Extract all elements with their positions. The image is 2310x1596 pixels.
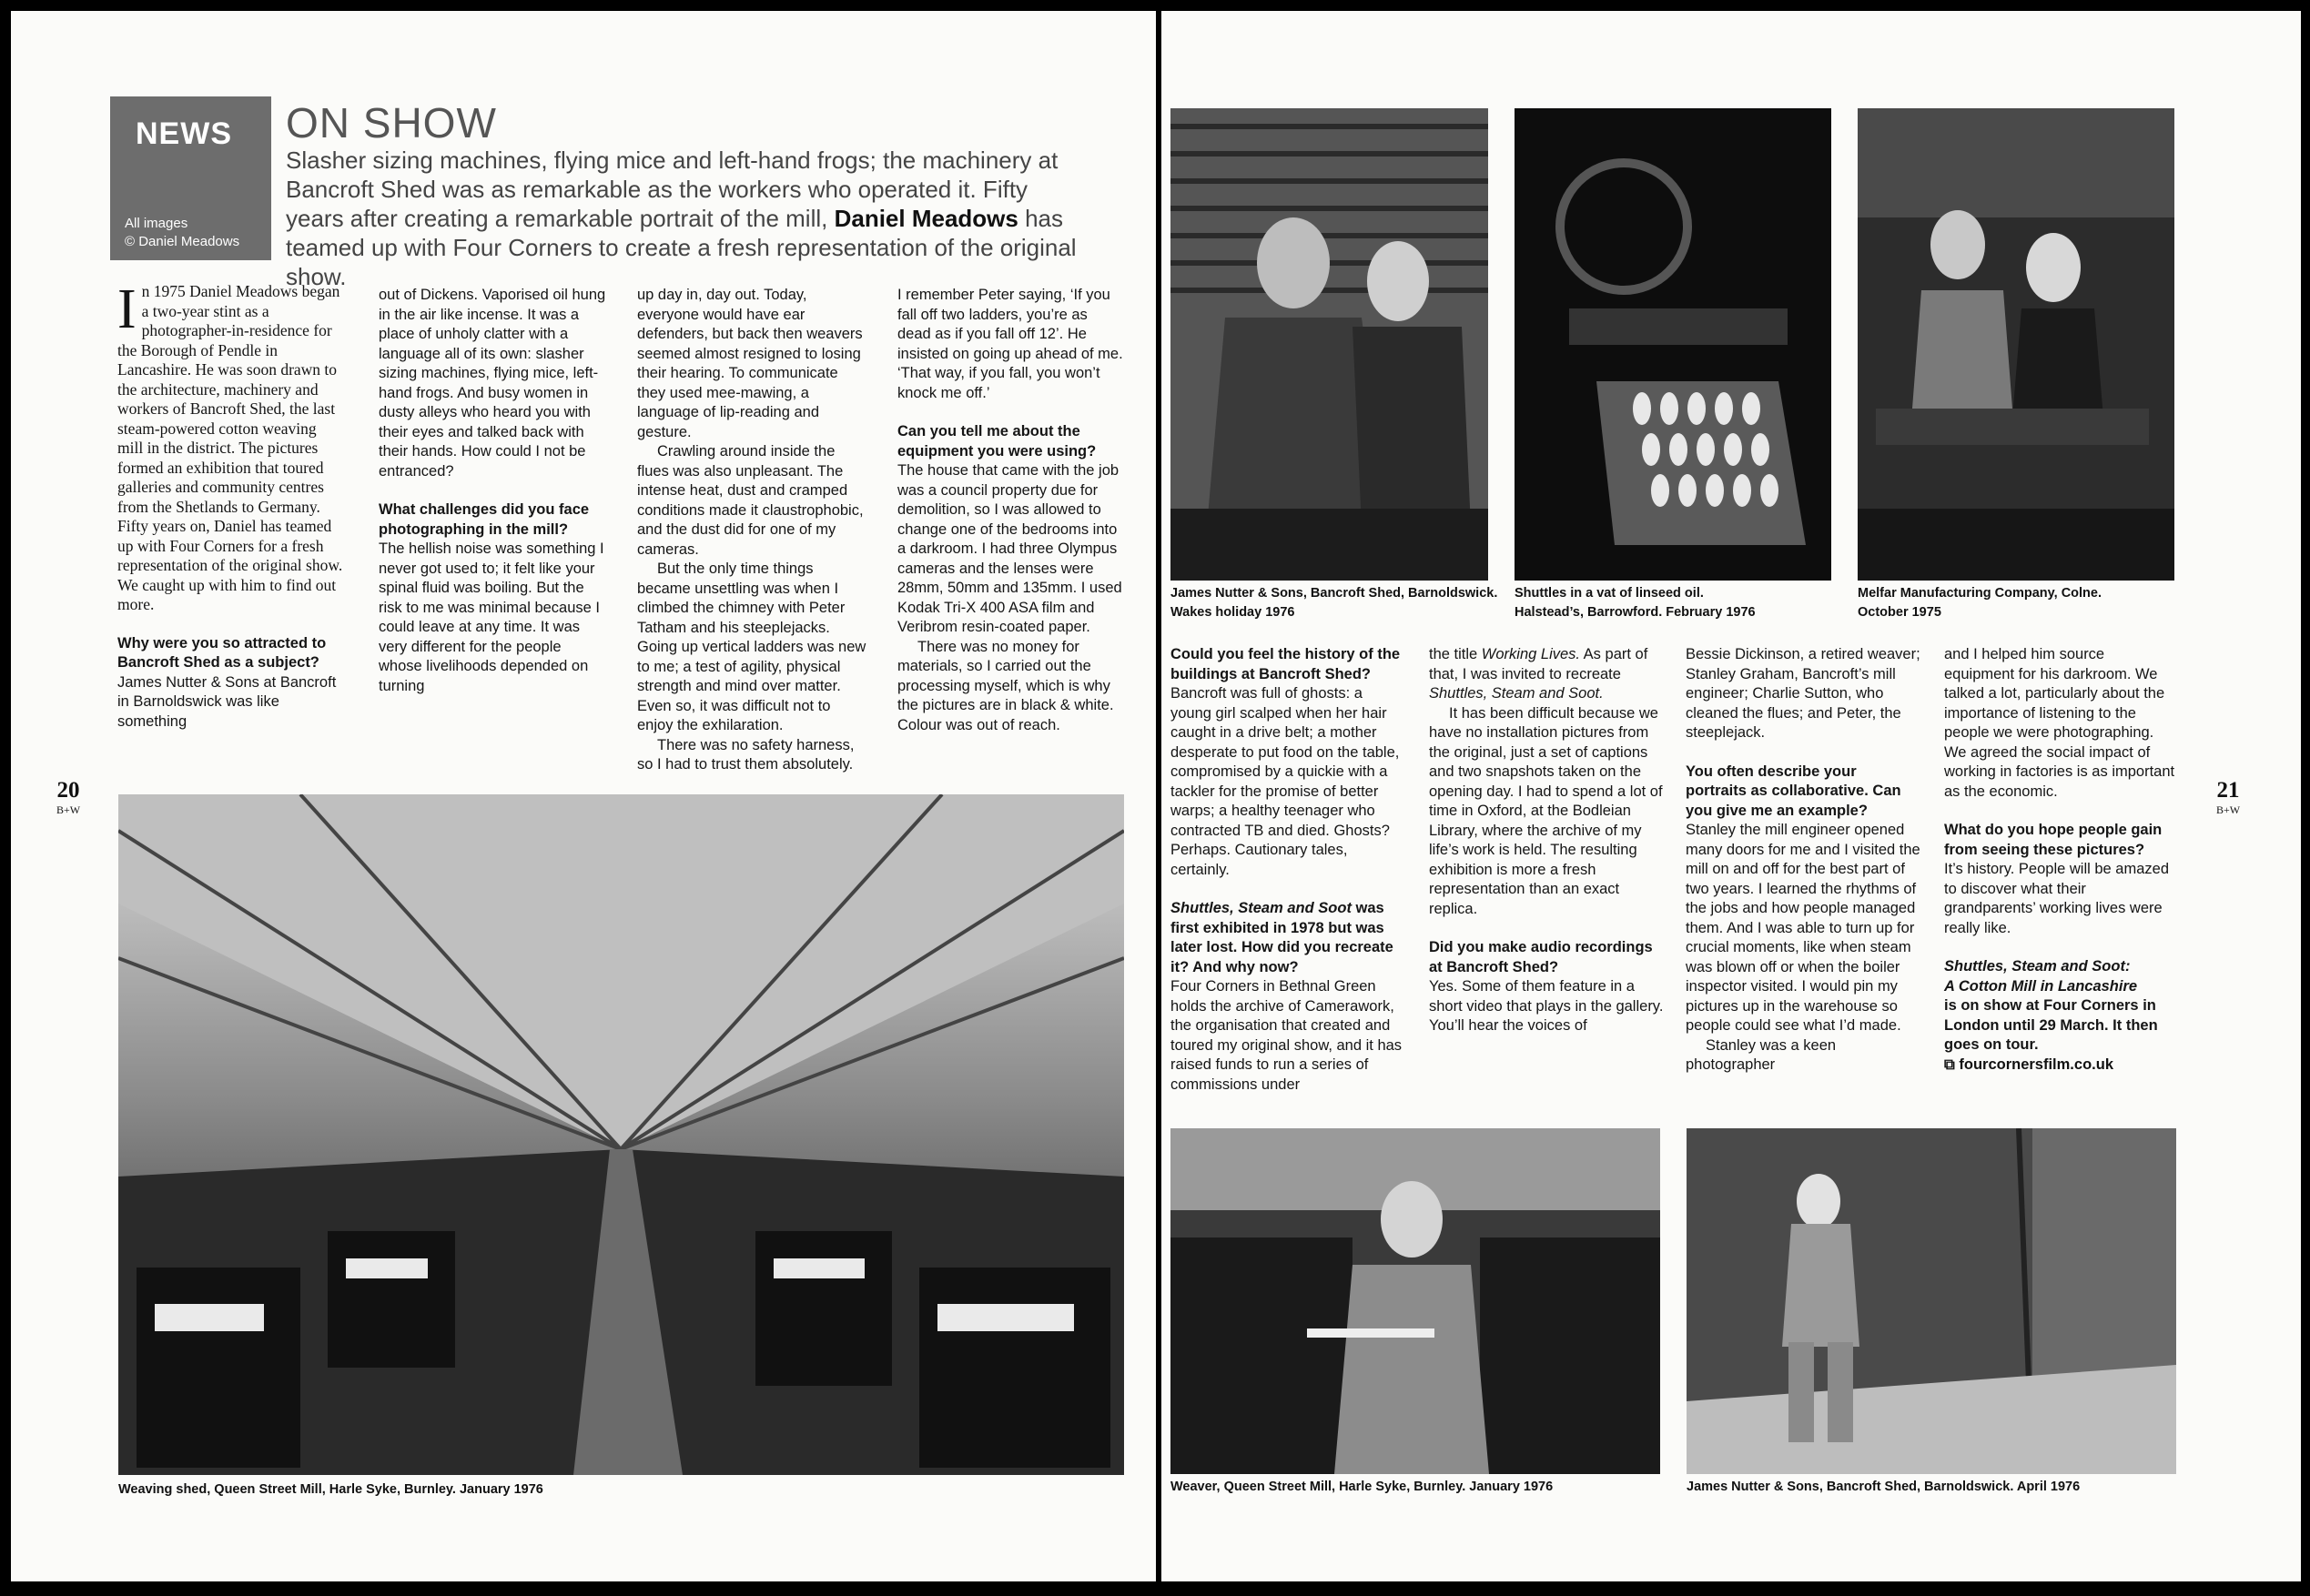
answer-paragraph: The house that came with the job was a council property due for demolition, so I was allowed to change one of the bedrooms into a darkroom. I had three Olympus cameras and the lenses were 28mm, 50mm and 135mm. I used Kodak Tri-X 400 ASA film and Veribrom resin-coated paper. <box>897 462 1122 635</box>
website-link[interactable]: ⧉ fourcornersfilm.co.uk <box>1944 1056 2113 1073</box>
photo-nutter-april <box>1687 1128 2176 1474</box>
photo-nutter-wakes <box>1170 108 1488 581</box>
answer-paragraph: There was no safety harness, so I had to trust them absolutely. <box>637 736 855 773</box>
question: You often describe your portraits as collaborative. Can you give me an example? <box>1686 763 1901 819</box>
caption-nutter-wakes: James Nutter & Sons, Bancroft Shed, Barnoldswick. Wakes holiday 1976 <box>1170 586 1498 620</box>
answer-paragraph: But the only time things became unsettling was when I climbed the chimney with Peter Tatham and his steeplejacks. Going up vertical ladders was new to me; a test of agility, physical strength and mind over matter. Even so, it was difficult not to enjoy the exhilaration. <box>637 561 866 733</box>
page-number: 20 <box>56 778 80 803</box>
question: Can you tell me about the equipment you were using? <box>897 423 1097 460</box>
article-column-6 <box>1429 645 1664 1036</box>
question: Could you feel the history of the buildings at Bancroft Shed? <box>1170 646 1401 682</box>
two-women-image <box>1858 108 2174 581</box>
article-column-5 <box>1170 645 1405 1095</box>
answer-paragraph: Yes. Some of them feature in a short video that plays in the gallery. You’ll hear the voices of <box>1429 978 1664 1034</box>
photo-shuttles <box>1515 108 1831 581</box>
answer-paragraph: It has been difficult because we have no installation pictures from the original, just a set of captions and two snapshots taken on the opening day. I had to spend a lot of time in Oxford, at the Bodleian Library, where the archive of my life’s work is held. The resulting exhibition is more a fresh representation than an exact replica. <box>1429 704 1663 917</box>
exhibition-info: Shuttles, Steam and Soot: A Cotton Mill in Lancashire is on show at Four Corners in London until 29 March. It then goes on tour. ⧉ fourcornersfilm.co.uk <box>1944 958 2158 1073</box>
answer-paragraph: Crawling around inside the flues was also unpleasant. The intense heat, dust and cramped conditions made it claustrophobic, and the dust did for one of my cameras. <box>637 443 864 558</box>
article-column-7 <box>1686 645 1920 1076</box>
photographer-name: Daniel Meadows <box>834 205 1018 232</box>
page-spine <box>1156 0 1161 1596</box>
photo-weaver <box>1170 1128 1660 1474</box>
photo-melfar <box>1858 108 2174 581</box>
weaver-image <box>1170 1128 1660 1474</box>
question: Shuttles, Steam and Soot was first exhibited in 1978 but was later lost. How did you recreate it? And why now? <box>1170 900 1393 975</box>
two-workers-image <box>1170 108 1488 581</box>
answer-paragraph: Bancroft was full of ghosts: a young girl scalped when her hair caught in a drive belt; a mother desperate to put food on the table, compromised by a quickie with a tackler for the promise of better warps; a healthy teenager who contracted TB and died. Ghosts? Perhaps. Cautionary tales, certainly. <box>1170 685 1400 878</box>
article-column-8 <box>1944 645 2177 1075</box>
section-title: ON SHOW <box>286 99 497 146</box>
answer-paragraph: The hellish noise was something I never got used to; it felt like your spinal fluid was boiling. But the risk to me was minimal because I could leave at any time. It was very different for the people whose livelihoods depended on turning <box>379 540 604 694</box>
answer-paragraph: Stanley the mill engineer opened many doors for me and I visited the mill on and off for the best part of two years. I learned the rhythms of the jobs and how people managed them. And I was able to turn up for crucial moments, like when steam was blown off or when the boiler inspector visited. I would pin my pictures up in the warehouse so people could see what I’d made. <box>1686 822 1920 1034</box>
photo-weaving-shed <box>118 794 1124 1475</box>
answer-paragraph: the title Working Lives. As part of that, I was invited to recreate Shuttles, Steam and Soot. <box>1429 646 1648 702</box>
answer-paragraph: James Nutter & Sons at Bancroft in Barnoldswick was like something <box>117 673 337 730</box>
caption-shuttles: Shuttles in a vat of linseed oil. Halstead’s, Barrowford. February 1976 <box>1515 586 1756 620</box>
flue-cleaner-image <box>1687 1128 2176 1474</box>
answer-paragraph: Stanley was a keen photographer <box>1686 1036 1837 1073</box>
article-column-3 <box>637 286 866 775</box>
drop-cap: I <box>117 278 137 340</box>
article-column-2 <box>379 286 606 696</box>
answer-paragraph: Four Corners in Bethnal Green holds the archive of Camerawork, the organisation that created and toured my original show, and it has raised funds to run a series of commissions under <box>1170 978 1403 1093</box>
answer-paragraph: Bessie Dickinson, a retired weaver; Stanley Graham, Bancroft’s mill engineer; Charlie Sutton, who cleaned the flues; and Peter, the steeplejack. <box>1686 646 1920 741</box>
answer-paragraph: There was no money for materials, so I carried out the processing myself, which is why the pictures are in black & white. Colour was out of reach. <box>897 638 1114 733</box>
credit-line: All images <box>125 216 188 231</box>
folio-right <box>2205 778 2251 817</box>
credit-line: © Daniel Meadows <box>125 234 240 249</box>
answer-paragraph: It’s history. People will be amazed to discover what their grandparents’ working lives were really like. <box>1944 861 2170 936</box>
magazine-mark: B+W <box>2215 803 2241 816</box>
standfirst: Slasher sizing machines, flying mice and left-hand frogs; the machinery at Bancroft Shed was as remarkable as the workers who operated it. Fifty years after creating a remarkable portrait of the mill, Daniel Meadows has teamed up with Four Corners to create a fresh representation of the original show. <box>286 146 1077 290</box>
article-column-4 <box>897 286 1125 735</box>
caption-weaver: Weaver, Queen Street Mill, Harle Syke, Burnley. January 1976 <box>1170 1480 1554 1494</box>
caption-weaving-shed: Weaving shed, Queen Street Mill, Harle Syke, Burnley. January 1976 <box>118 1482 543 1497</box>
question: Did you make audio recordings at Bancroft Shed? <box>1429 939 1653 975</box>
caption-nutter-april: James Nutter & Sons, Bancroft Shed, Barnoldswick. April 1976 <box>1687 1480 2081 1494</box>
page-number: 21 <box>2216 778 2240 803</box>
answer-paragraph: out of Dickens. Vaporised oil hung in the air like incense. It was a place of unholy clatter with a language all of its own: slasher sizing machines, flying mice, left-hand frogs. And busy women in dusty alleys who heard you with their eyes and talked back with their hands. How could I not be entranced? <box>379 287 606 480</box>
answer-paragraph: and I helped him source equipment for his darkroom. We talked a lot, particularly about the importance of listening to the people we were photographing. We agreed the social impact of working in factories is as important as the economic. <box>1944 646 2175 800</box>
folio-left <box>46 778 91 817</box>
image-credit <box>125 215 239 251</box>
answer-paragraph: I remember Peter saying, ‘If you fall off two ladders, you’re as dead as if you fall off 12’. He insisted on going up ahead of me. ‘That way, if you fall, you won’t knock me off.’ <box>897 287 1123 401</box>
intro-paragraph: In 1975 Daniel Meadows began a two-year stint as a photographer-in-residence for the Borough of Pendle in Lancashire. He was soon drawn to the architecture, machinery and workers of Bancroft Shed, the last steam-powered cotton weaving mill in the district. The pictures formed an exhibition that toured galleries and community centres from the Shetlands to Germany. Fifty years on, Daniel has teamed up with Four Corners for a fresh representation of the original show. We caught up with him to find out more. <box>117 278 343 613</box>
question: What do you hope people gain from seeing these pictures? <box>1944 822 2163 858</box>
magazine-mark: B+W <box>56 803 81 816</box>
news-label: NEWS <box>136 116 232 151</box>
caption-melfar: Melfar Manufacturing Company, Colne. October 1975 <box>1858 586 2102 620</box>
weaving-shed-image <box>118 794 1124 1475</box>
news-badge <box>110 96 271 260</box>
question: What challenges did you face photographing in the mill? <box>379 501 590 538</box>
arrow-icon: ⧉ <box>1944 1056 1960 1073</box>
article-column-1 <box>117 278 343 732</box>
question: Why were you so attracted to Bancroft Shed as a subject? <box>117 634 327 671</box>
answer-paragraph: up day in, day out. Today, everyone would have ear defenders, but back then weavers seemed almost resigned to losing their hearing. To communicate they used mee-mawing, a language of lip-reading and gesture. <box>637 287 863 440</box>
shuttles-image <box>1515 108 1831 581</box>
